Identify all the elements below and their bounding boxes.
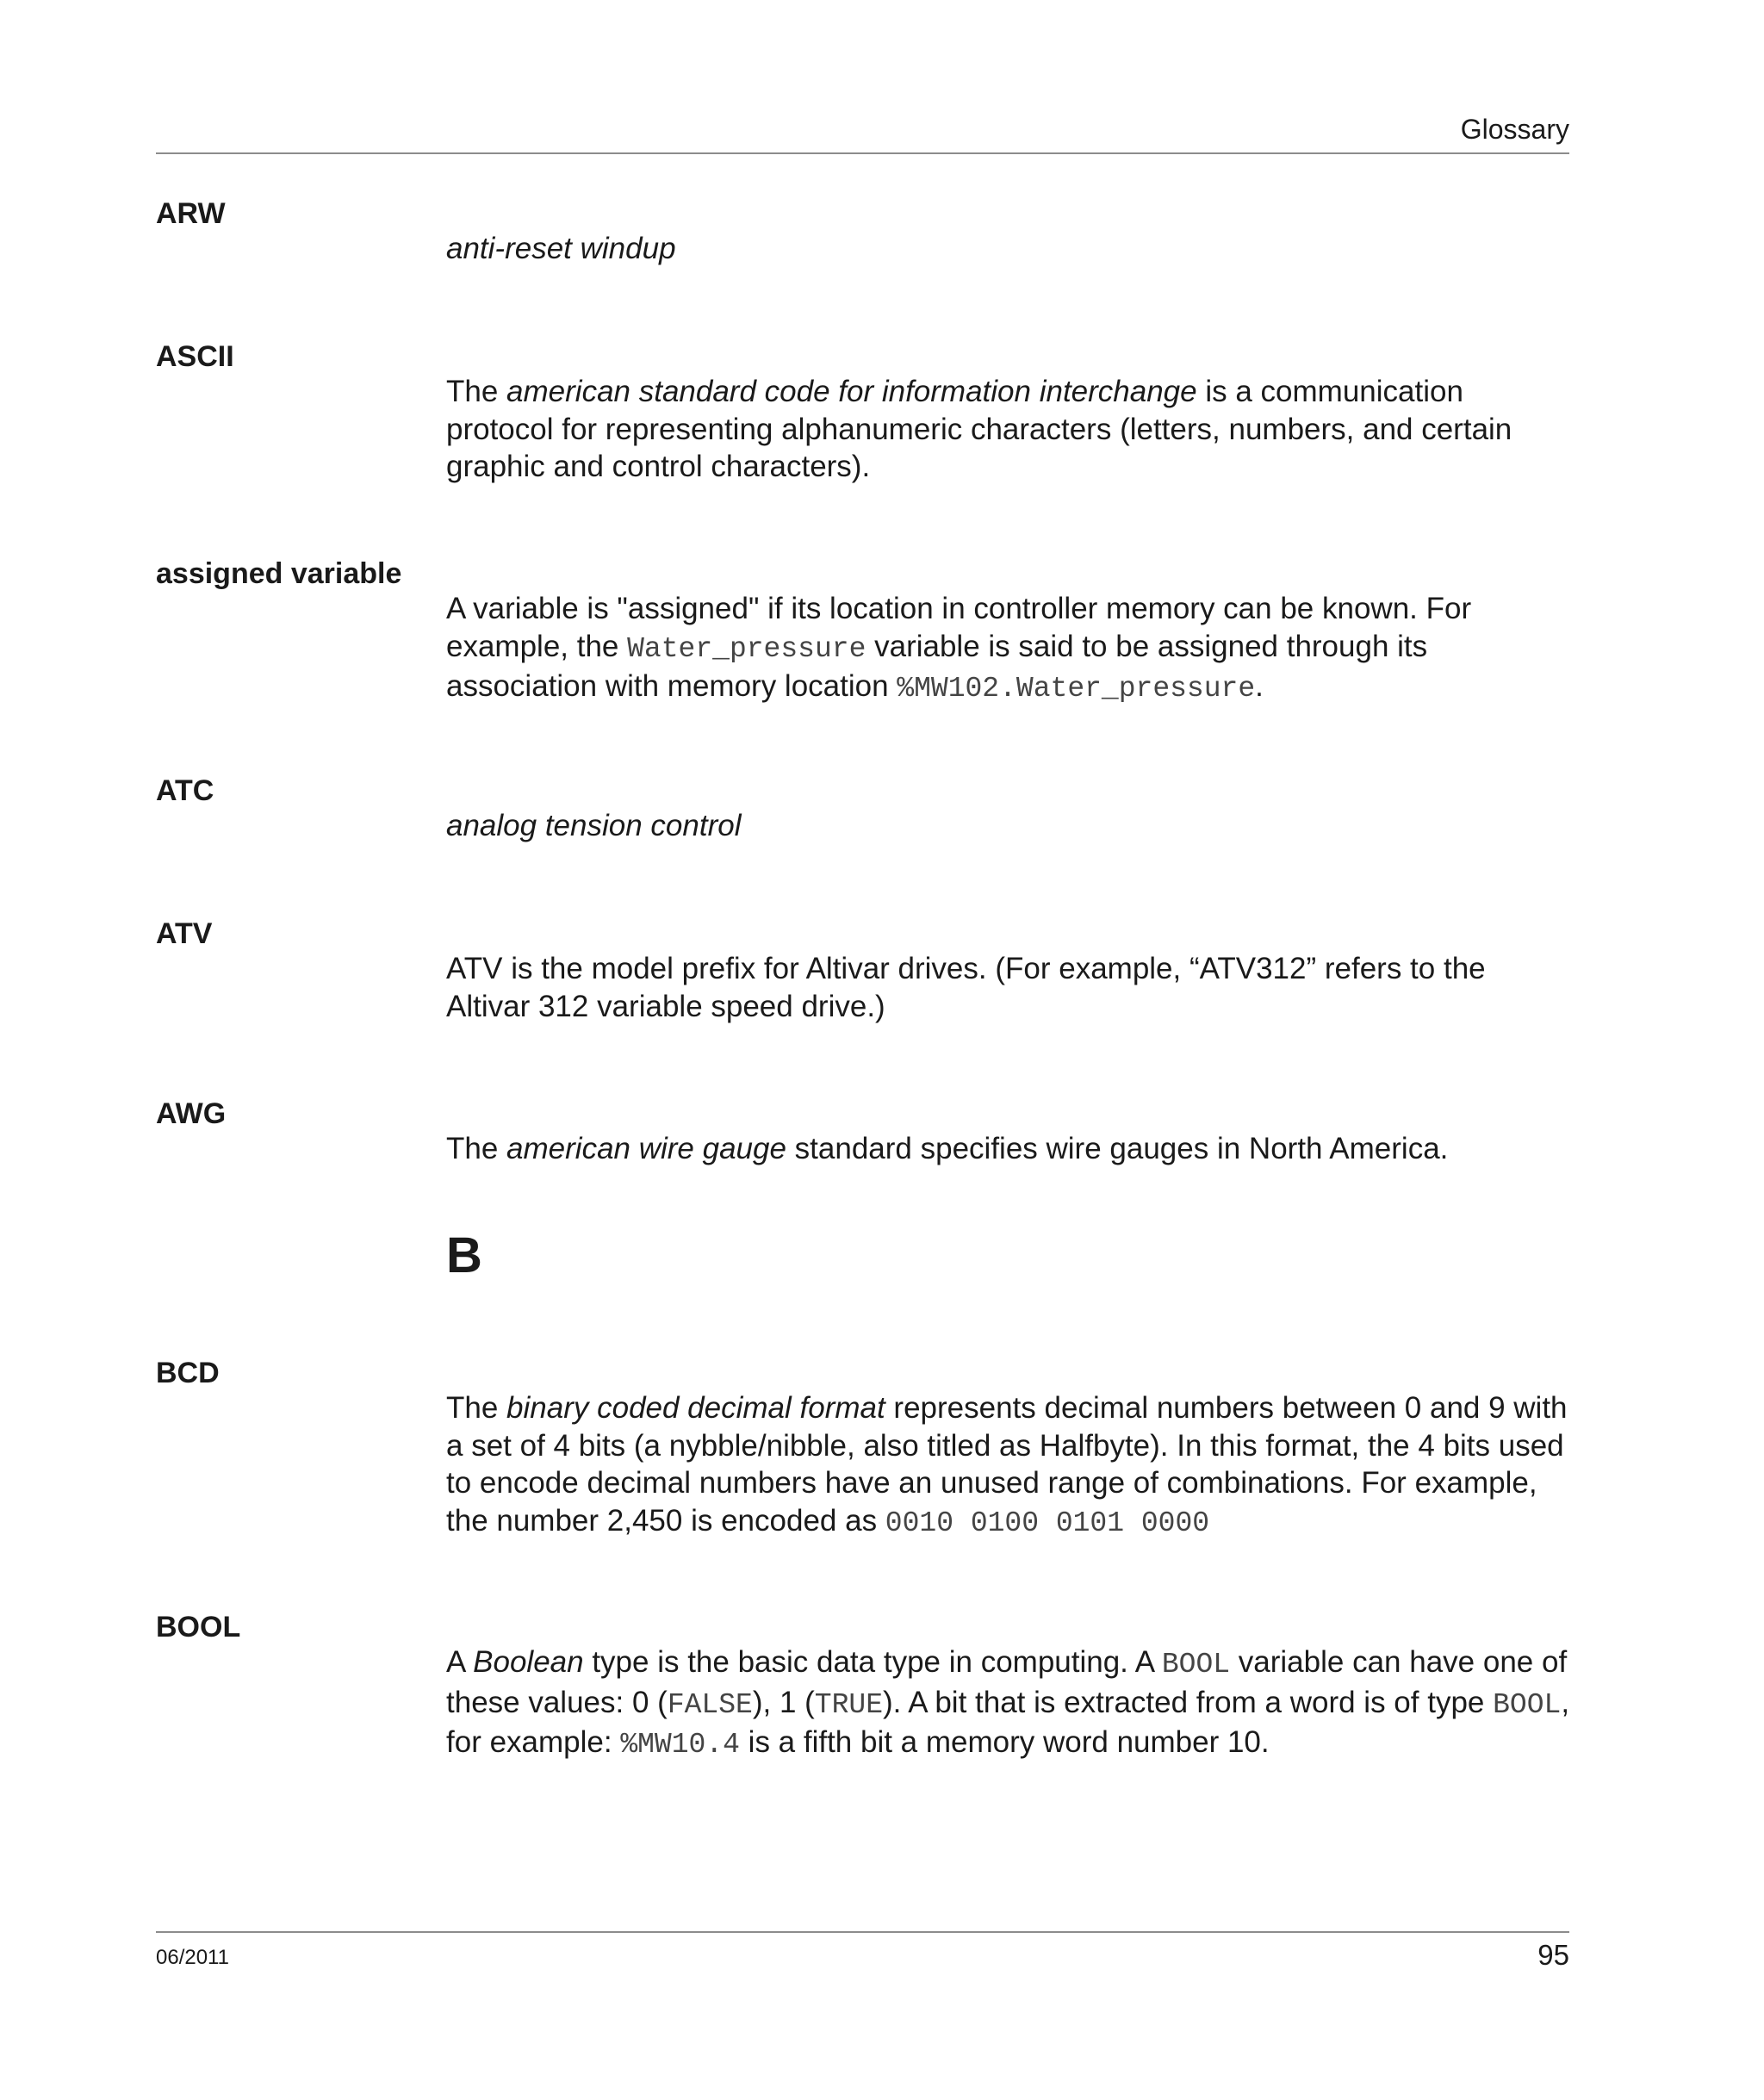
def-code: TRUE (814, 1688, 884, 1721)
def-text: The (446, 375, 507, 408)
def-code: BOOL (1493, 1688, 1562, 1721)
page-number: 95 (1537, 1939, 1569, 1971)
def-assigned-variable (446, 590, 1575, 708)
term-awg: AWG (156, 1097, 227, 1130)
def-bool (446, 1643, 1575, 1764)
def-text: ). A bit that is extracted from a word is of type (883, 1685, 1494, 1719)
term-bool: BOOL (156, 1611, 241, 1643)
def-arw-text: anti-reset windup (446, 232, 676, 265)
def-text: , for example: (446, 1685, 1570, 1759)
def-code: %MW10.4 (620, 1729, 740, 1761)
def-text: is a fifth bit a memory word number 10. (739, 1725, 1270, 1759)
def-awg (446, 1130, 1575, 1168)
term-ascii: ASCII (156, 340, 234, 373)
def-text: type is the basic data type in computing. A (583, 1645, 1162, 1679)
def-text: The (446, 1391, 507, 1425)
def-atv: ATV is the model prefix for Altivar drives. (For example, “ATV312” refers to the Altivar 312 variable speed drive.) (446, 952, 1486, 1023)
def-arw (446, 230, 1575, 268)
term-assigned-variable: assigned variable (156, 557, 402, 590)
def-ascii (446, 373, 1575, 486)
footer-rule (156, 1931, 1569, 1933)
running-header: Glossary (1460, 114, 1569, 145)
def-text: represents decimal numbers between 0 and 9 with a set of 4 bits (a nybble/nibble, also titled as Halfbyte). In this format, the 4 bits used to encode decimal numbers have an unused range of combinations. For example, the number 2,450 is encoded as (446, 1391, 1568, 1538)
def-text: A variable is "assigned" if its location in controller memory can be known. For example, the (446, 592, 1472, 663)
def-text: standard specifies wire gauges in North America. (786, 1132, 1449, 1165)
section-letter: B (446, 1227, 482, 1283)
def-text: variable can have one of these values: 0 ( (446, 1645, 1568, 1719)
def-bcd (446, 1389, 1575, 1542)
def-emphasis: binary coded decimal format (506, 1391, 885, 1425)
def-text: variable is said to be assigned through its association with memory location (446, 629, 1428, 703)
def-code: %MW102.Water_pressure (897, 673, 1256, 705)
term-atv: ATV (156, 917, 213, 950)
def-text: is a communication protocol for representing alphanumeric characters (letters, numbers, and certain graphic and control characters). (446, 375, 1512, 483)
def-atc-text: analog tension control (446, 809, 742, 842)
term-bcd: BCD (156, 1357, 220, 1389)
term-arw: ARW (156, 197, 226, 230)
def-text: The (446, 1132, 507, 1165)
def-text: ), 1 ( (752, 1685, 815, 1719)
def-emphasis: Boolean (473, 1645, 584, 1679)
header-rule (156, 152, 1569, 154)
def-text: A (446, 1645, 474, 1679)
def-code: FALSE (667, 1688, 753, 1721)
term-atc: ATC (156, 774, 214, 807)
def-emphasis: american wire gauge (506, 1132, 786, 1165)
footer-date: 06/2011 (156, 1946, 229, 1969)
def-code: 0010 0100 0101 0000 (885, 1507, 1210, 1539)
def-emphasis: american standard code for information interchange (506, 375, 1197, 408)
def-atc (446, 807, 1575, 845)
def-code: Water_pressure (627, 632, 866, 665)
def-text: . (1255, 669, 1264, 703)
def-code: BOOL (1161, 1649, 1231, 1681)
